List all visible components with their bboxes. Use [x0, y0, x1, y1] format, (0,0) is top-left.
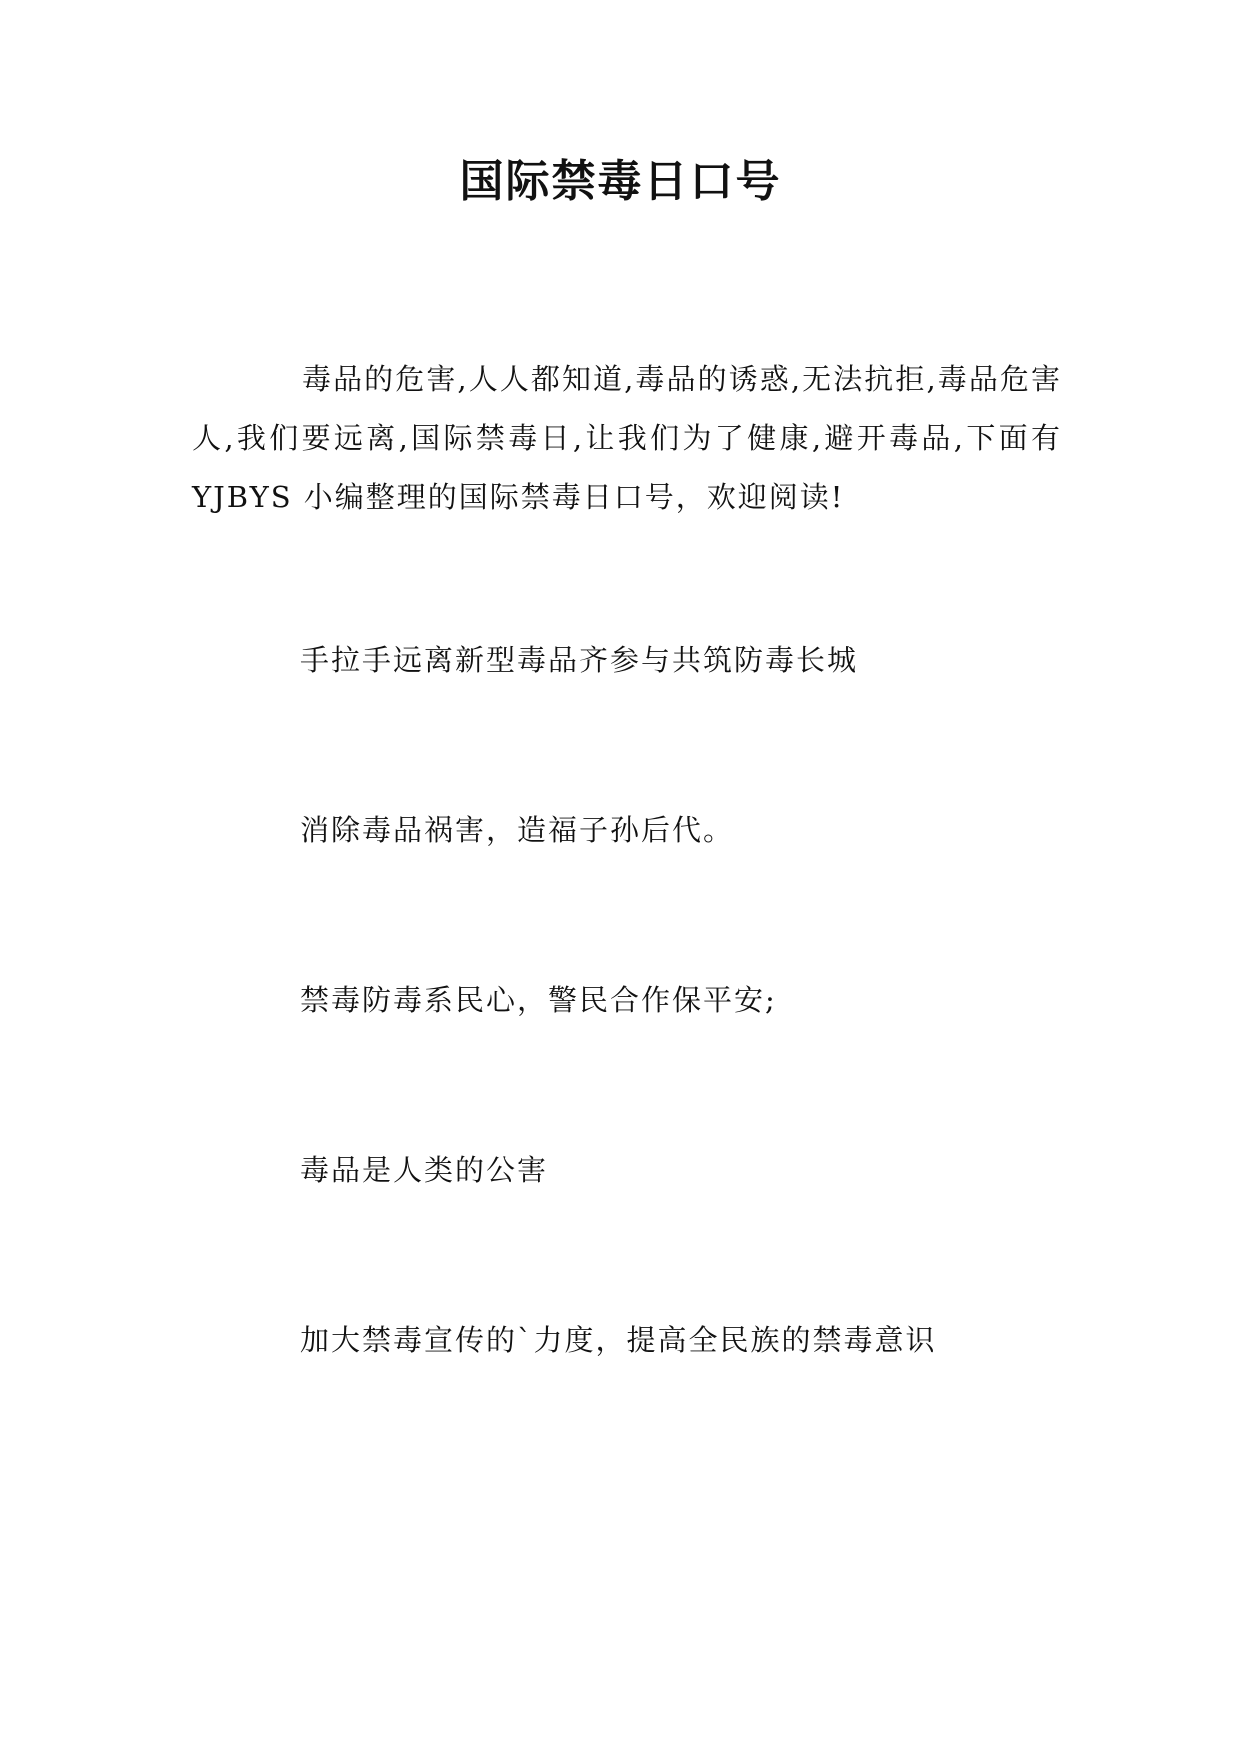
slogan-item: 加大禁毒宣传的`力度，提高全民族的禁毒意识 — [300, 1323, 937, 1357]
slogan-item: 消除毒品祸害，造福子孙后代。 — [300, 813, 735, 847]
slogan-item: 毒品是人类的公害 — [300, 1153, 549, 1187]
document-title: 国际禁毒日口号 — [459, 156, 782, 207]
slogan-item: 手拉手远离新型毒品齐参与共筑防毒长城 — [300, 643, 859, 677]
slogan-item: 禁毒防毒系民心，警民合作保平安; — [300, 983, 777, 1017]
slogan-list — [300, 638, 1100, 1488]
intro-paragraph: 毒品的危害,人人都知道,毒品的诱惑,无法抗拒,毒品危害人,我们要远离,国际禁毒日,让我们为了健康,避开毒品,下面有 YJBYS 小编整理的国际禁毒日口号，欢迎阅读! — [192, 362, 1062, 514]
